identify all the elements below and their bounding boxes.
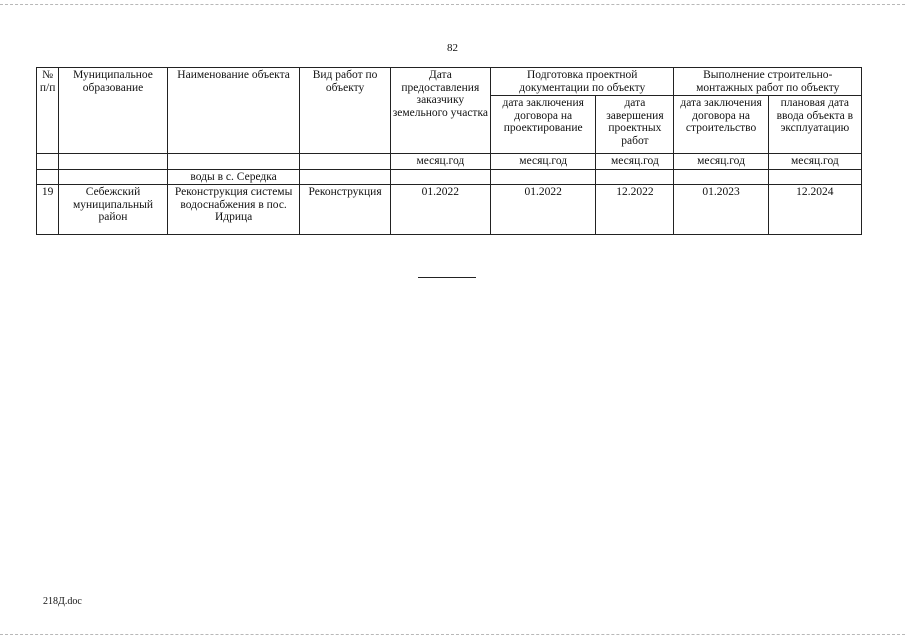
- header-work-type: Вид работ по объекту: [300, 68, 390, 154]
- continuation-empty: [768, 169, 861, 185]
- unit-design-end: месяц.год: [596, 154, 674, 170]
- schedule-table: [36, 67, 862, 235]
- header-municipality: Муниципальное образование: [59, 68, 167, 154]
- header-construction-contract: дата заключения договора на строительство: [674, 96, 768, 154]
- continuation-empty: [37, 169, 59, 185]
- header-num: № п/п: [37, 68, 59, 154]
- row-design-end: 12.2022: [596, 185, 674, 235]
- row-municipality: Себежский муниципальный район: [59, 185, 167, 235]
- page-number: 82: [447, 42, 458, 54]
- unit-construction-contract: месяц.год: [674, 154, 768, 170]
- row-num: 19: [37, 185, 59, 235]
- header-land-date: Дата предоставления заказчику земельного участка: [390, 68, 490, 154]
- unit-land-date: месяц.год: [390, 154, 490, 170]
- row-work-type: Реконструкция: [300, 185, 390, 235]
- header-design-group: Подготовка проектной документации по объекту: [491, 68, 674, 96]
- units-row: [37, 154, 862, 170]
- unit-design-contract: месяц.год: [491, 154, 596, 170]
- units-empty: [167, 154, 300, 170]
- scan-top-edge: [0, 4, 905, 5]
- units-empty: [300, 154, 390, 170]
- continuation-empty: [596, 169, 674, 185]
- continuation-row: [37, 169, 862, 185]
- footer-file-name: 218Д.doc: [43, 596, 82, 607]
- continuation-empty: [491, 169, 596, 185]
- unit-commission-date: месяц.год: [768, 154, 861, 170]
- header-design-end: дата завершения проектных работ: [596, 96, 674, 154]
- row-construction-contract: 01.2023: [674, 185, 768, 235]
- header-design-contract: дата заключения договора на проектирование: [491, 96, 596, 154]
- row-design-contract: 01.2022: [491, 185, 596, 235]
- continuation-empty: [674, 169, 768, 185]
- units-empty: [37, 154, 59, 170]
- row-commission-date: 12.2024: [768, 185, 861, 235]
- continuation-object-name: воды в с. Середка: [167, 169, 300, 185]
- units-empty: [59, 154, 167, 170]
- end-divider: [418, 277, 476, 278]
- header-construction-group: Выполнение строительно-монтажных работ по объекту: [674, 68, 862, 96]
- header-object-name: Наименование объекта: [167, 68, 300, 154]
- row-object-name: Реконструкция системы водоснабжения в пос. Идрица: [167, 185, 300, 235]
- table-row: [37, 185, 862, 235]
- scan-bottom-edge: [0, 634, 905, 635]
- row-land-date: 01.2022: [390, 185, 490, 235]
- continuation-empty: [300, 169, 390, 185]
- continuation-empty: [390, 169, 490, 185]
- continuation-empty: [59, 169, 167, 185]
- header-row-1: [37, 68, 862, 96]
- header-commission-date: плановая дата ввода объекта в эксплуатацию: [768, 96, 861, 154]
